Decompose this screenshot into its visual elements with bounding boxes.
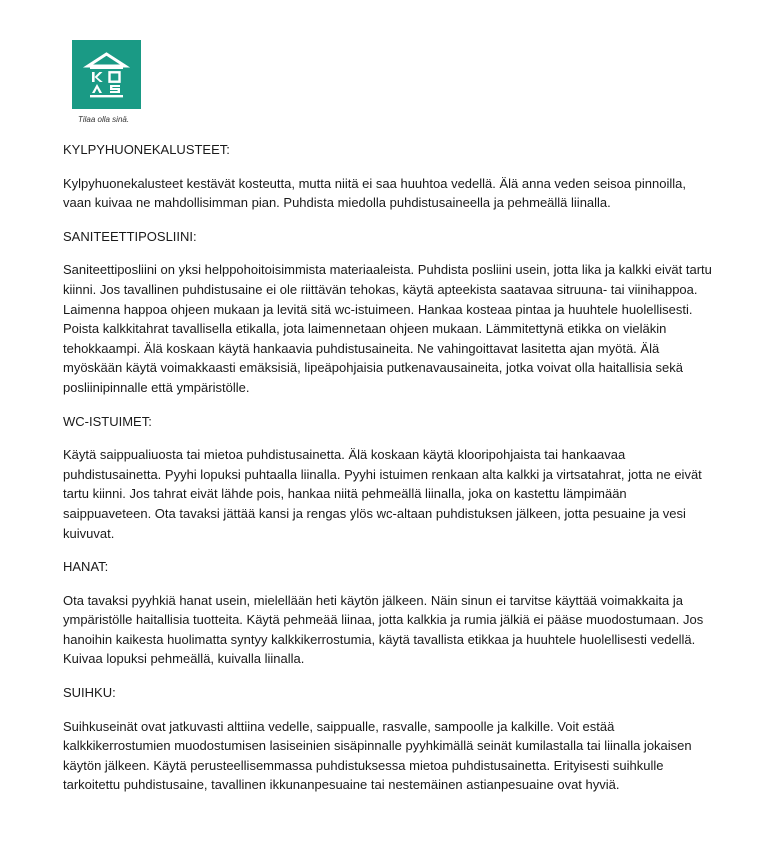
section-paragraph: Ota tavaksi pyyhkiä hanat usein, mielellään heti käytön jälkeen. Näin sinun ei tarvitse käyttää voimakkaita ja ympäristölle haitallisia tuotteita. Käytä pehmeää liinaa, jotta kalkkia ja rumia jälkiä ei pääse muodostumaan. Jos hanoihin kaikesta huolimatta syntyy kalkkikerrostumia, käytä tavallista etikkaa ja huuhtele huolellisesti vedellä. Kuivaa lopuksi pehmeällä, kuivalla liinalla. bbox=[63, 592, 704, 667]
logo-slogan: Tilaa olla sinä. bbox=[78, 115, 130, 124]
section-kylpyhuonekalusteet bbox=[63, 140, 713, 213]
section-heading: KYLPYHUONEKALUSTEET: bbox=[63, 142, 230, 157]
section-heading: SANITEETTIPOSLIINI: bbox=[63, 228, 197, 244]
koas-logo bbox=[72, 40, 141, 109]
section-hanat bbox=[63, 557, 713, 669]
section-paragraph: Kylpyhuonekalusteet kestävät kosteutta, mutta niitä ei saa huuhtoa vedellä. Älä anna veden seisoa pinnoilla, vaan kuivaa ne mahdollisimman pian. Puhdista miedolla puhdistusaineella ja pehmeällä liinalla. bbox=[63, 175, 686, 211]
section-suihku bbox=[63, 683, 713, 795]
house-icon bbox=[72, 40, 141, 109]
section-paragraph: Saniteettiposliini on yksi helppohoitoisimmista materiaaleista. Puhdista posliini usein, jotta lika ja kalkki eivät tartu kiinni. Jos tavallinen puhdistusaine ei ole riittävän tehokas, käytä apteekista saatavaa sitruuna- tai viinihappoa. Laimenna happoa ohjeen mukaan ja levitä sitä wc-istuimeen. Hankaa kosteaa pintaa ja huuhtele huolellisesti. Poista kalkkitahrat tavallisella etikalla, jota laimennetaan ohjeen mukaan. Lämmitettynä etikka on vieläkin tehokkaampi. Älä koskaan käytä hankaavia puhdistusaineita. Ne vahingoittavat lasitetta ajan myötä. Älä myöskään käytä voimakkaasti emäksisiä, lipeäpohjaisia putkenavausaineita, jotka voivat olla haitallisia sekä posliinipinnalle että ympäristölle. bbox=[63, 262, 712, 395]
document-content bbox=[63, 140, 713, 809]
section-paragraph: Käytä saippualiuosta tai mietoa puhdistusainetta. Älä koskaan käytä klooripohjaista tai hankaavaa puhdistusainetta. Pyyhi lopuksi puhtaalla liinalla. Pyyhi istuimen renkaan alta kalkki ja virtsatahrat, jotta ne eivät tartu kiinni. Jos tahrat eivät lähde pois, hankaa niitä pehmeällä liinalla, joka on kastettu lämpimään saippuaveteen. Ota tavaksi jättää kansi ja rengas ylös wc-altaan puhdistuksen jälkeen, jotta pesuaine ja vesi kuivuvat. bbox=[63, 447, 702, 541]
section-saniteettiposliini bbox=[63, 227, 713, 398]
logo-block bbox=[72, 40, 141, 124]
section-wc-istuimet bbox=[63, 412, 713, 544]
section-heading: WC-ISTUIMET: bbox=[63, 413, 152, 429]
section-heading: HANAT: bbox=[63, 559, 109, 575]
section-heading: SUIHKU: bbox=[63, 685, 116, 701]
section-paragraph: Suihkuseinät ovat jatkuvasti alttiina vedelle, saippualle, rasvalle, sampoolle ja kalkille. Voit estää kalkkikerrostumien muodostumisen lasiseinien sisäpinnalle pyyhkimällä seinät kumilastalla tai liinalla jokaisen käytön jälkeen. Käytä perusteellisemmassa puhdistuksessa mietoa puhdistusainetta. Erityisesti suihkulle tarkoitettu puhdistusaine, tavallinen ikkunanpesuaine tai nestemäinen astianpesuaine ovat hyviä. bbox=[63, 718, 692, 793]
